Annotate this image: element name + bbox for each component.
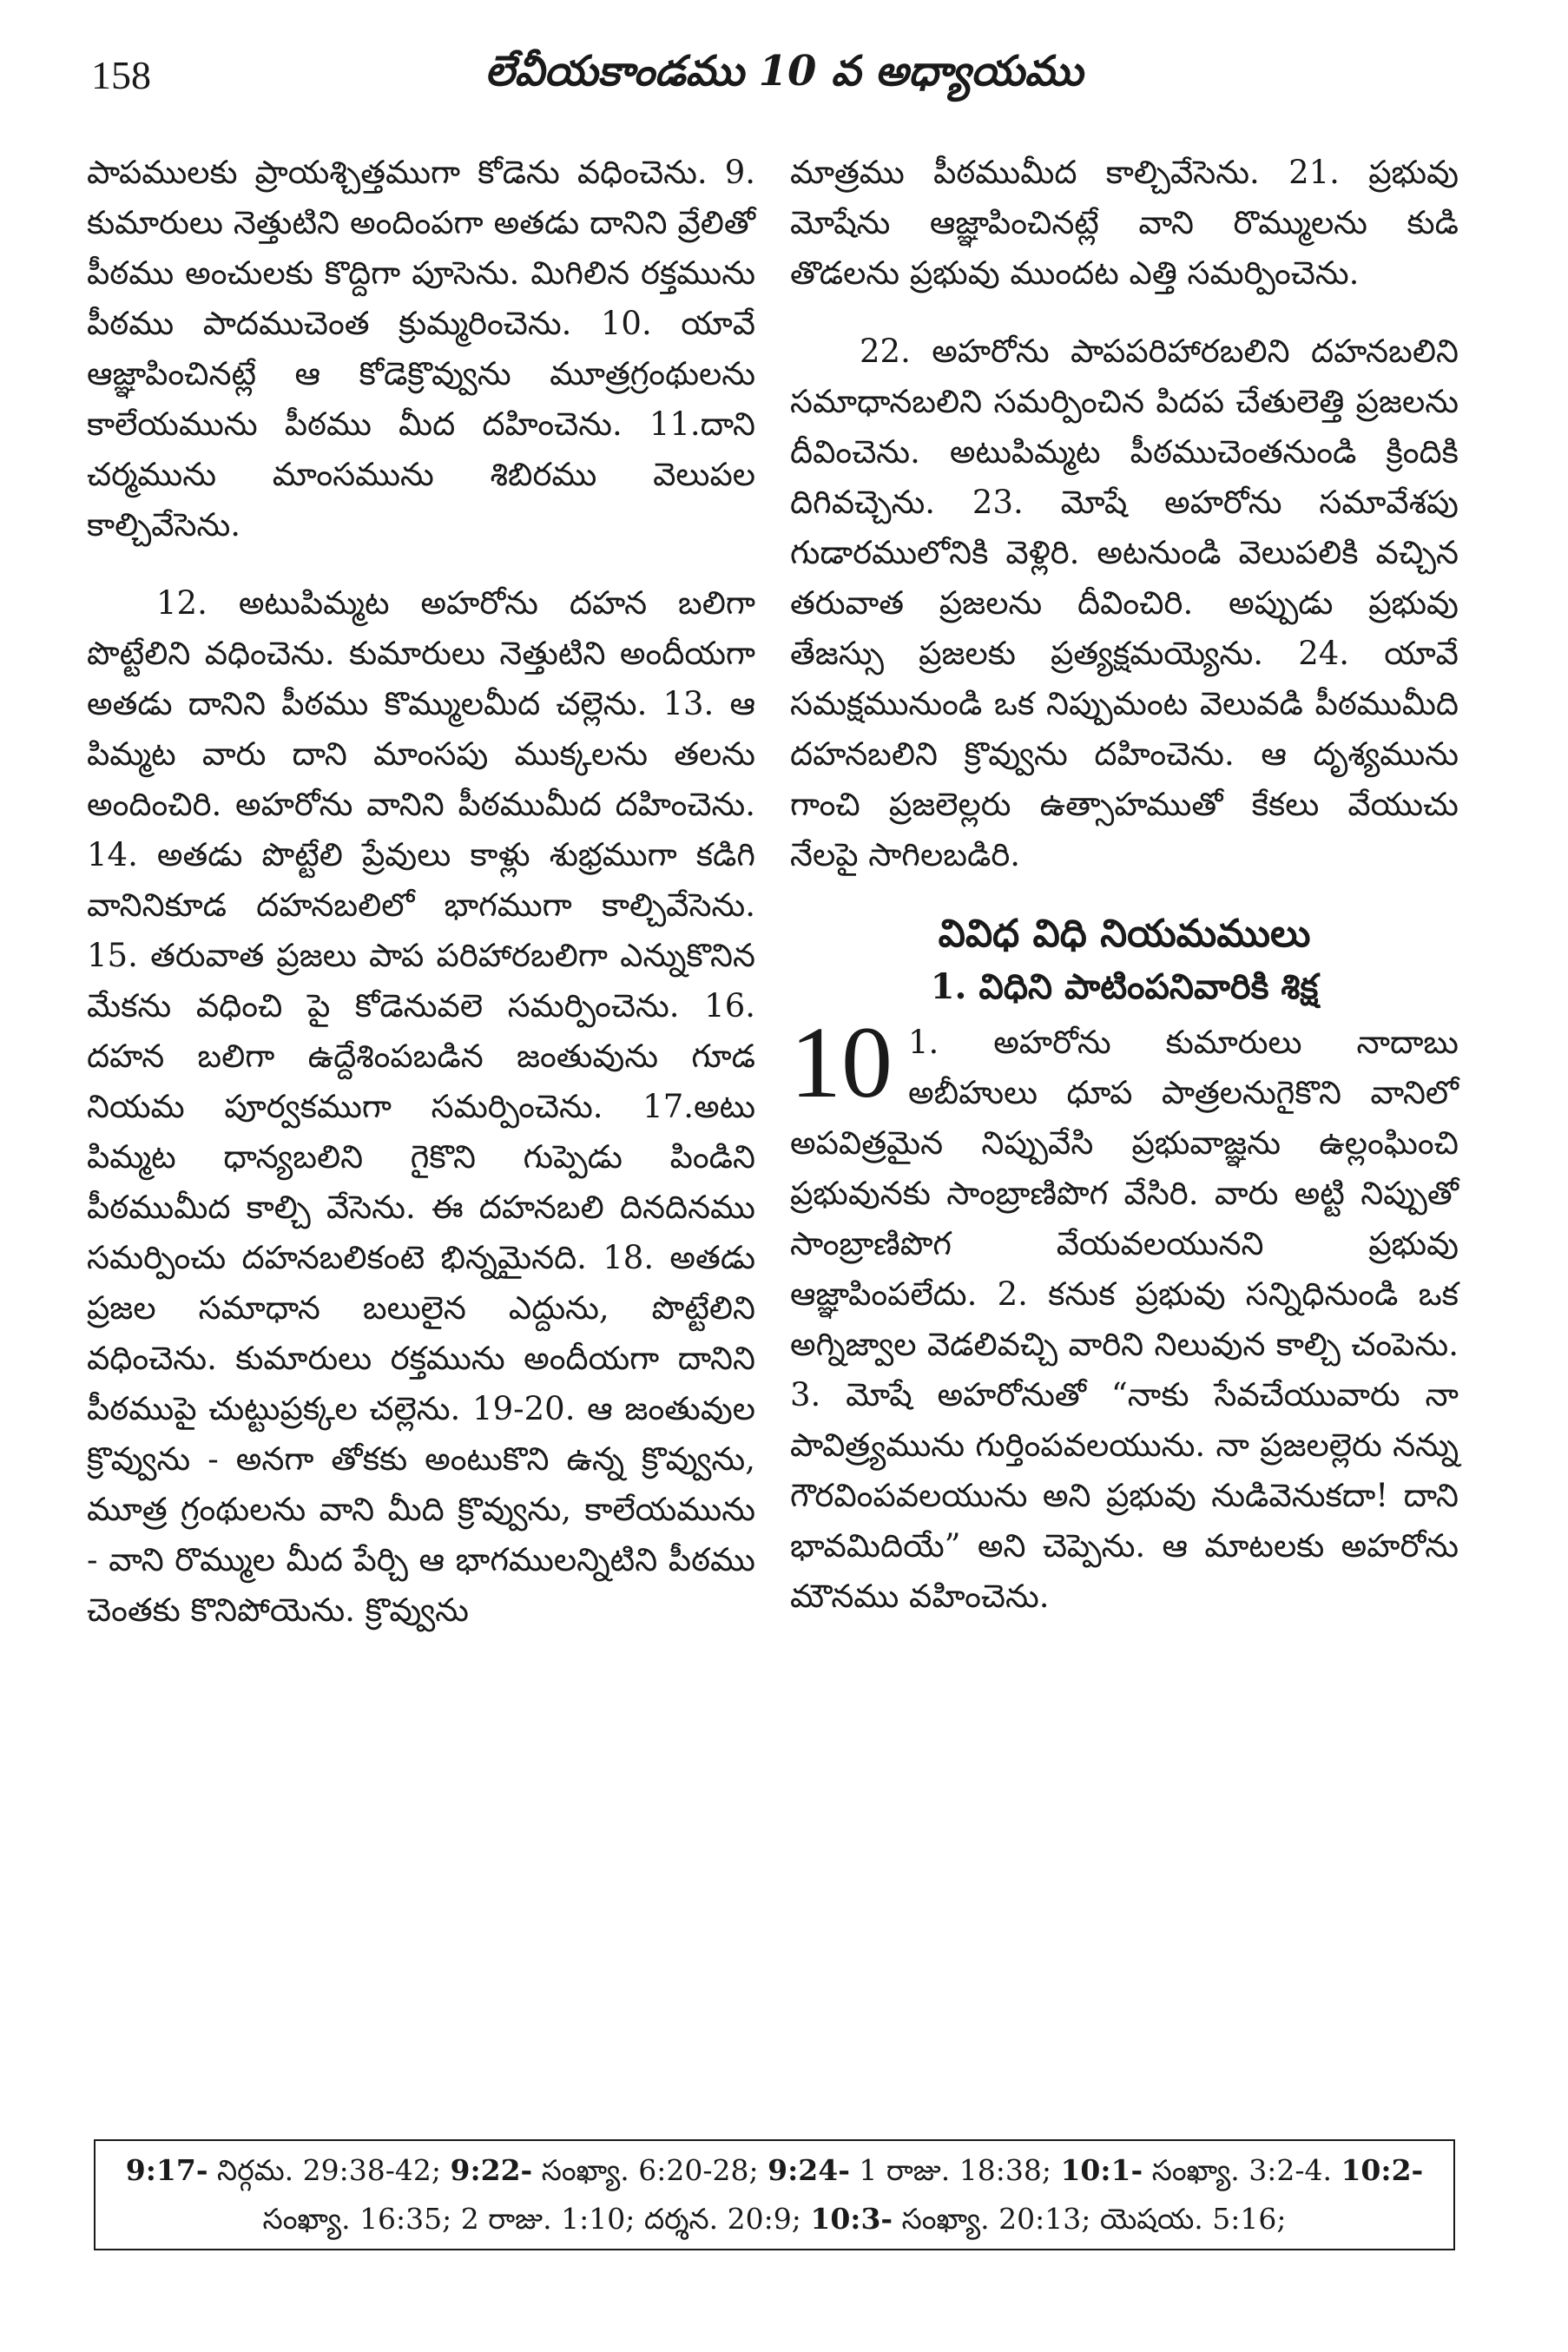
reference-key: 10:2- [1341, 2153, 1424, 2187]
reference-key: 9:22- [450, 2153, 533, 2187]
section-subtitle: 1. విధిని పాటింపనివారికి శిక్ష [930, 966, 1319, 1007]
reference-text: సంఖ్యా. 6:20-28; [532, 2153, 768, 2187]
reference-text: సంఖ్యా. 20:13; యెషయ. 5:16; [893, 2202, 1287, 2236]
reference-key: 10:1- [1060, 2153, 1143, 2187]
paragraph: 22. అహరోను పాపపరిహారబలిని దహనబలిని సమాధానబలిని సమర్పించిన పిదప చేతులెత్తి ప్రజలను దీవించెను. అటుపిమ్మట పీఠముచెంతనుండి క్రిందికి దిగివచ్చెను. 23. మోషే అహరోను సమావేశపు గుడారములోనికి వెళ్లిరి. అటనుండి వెలుపలికి వచ్చిన తరువాత ప్రజలను దీవించిరి. అప్పుడు ప్రభువు తేజస్సు ప్రజలకు ప్రత్యక్షమయ్యెను. 24. యావే సమక్షమునుండి ఒక నిప్పుమంట వెలువడి పీఠముమీది దహనబలిని క్రొవ్వును దహించెను. ఆ దృశ్యమును గాంచి ప్రజలెల్లరు ఉత్సాహముతో కేకలు వేయుచు నేలపై సాగిలబడిరి. [790, 333, 1459, 873]
running-title: లేవీయకాండము 10 వ అధ్యాయము [484, 47, 1084, 96]
chapter-number: 10 [790, 1005, 893, 1119]
reference-text: 1 రాజు. 18:38; [849, 2153, 1061, 2187]
paragraph: మాత్రము పీఠముమీద కాల్చివేసెను. 21. ప్రభువు మోషేను ఆజ్ఞాపించినట్లే వాని రొమ్ములను కుడి తొడలను ప్రభువు ముందట ఎత్తి సమర్పించెను. [790, 154, 1459, 292]
page-number: 158 [91, 53, 151, 97]
right-column [790, 148, 1459, 1622]
paragraph: 1. అహరోను కుమారులు నాదాబు అబీహులు ధూప పాత్రలనుగైకొని వానిలో అపవిత్రమైన నిప్పువేసి ప్రభువాజ్ఞను ఉల్లంఘించి ప్రభువునకు సాంబ్రాణిపొగ వేసిరి. వారు అట్టి నిప్పుతో సాంబ్రాణిపొగ వేయవలయునని ప్రభువు ఆజ్ఞాపింపలేదు. 2. కనుక ప్రభువు సన్నిధినుండి ఒక అగ్నిజ్వాల వెడలివచ్చి వారిని నిలువున కాల్చి చంపెను. 3. మోషే అహరోనుతో “నాకు సేవచేయువారు నా పావిత్ర్యమును గుర్తింపవలయును. నా ప్రజలల్లెరు నన్ను గౌరవింపవలయును అని ప్రభువు నుడివెనుకదా! దాని భావమిదియే” అని చెప్పెను. ఆ మాటలకు అహరోను మౌనము వహించెను. [790, 1024, 1459, 1615]
reference-key: 9:17- [125, 2153, 208, 2187]
reference-text: సంఖ్యా. 3:2-4. [1143, 2153, 1341, 2187]
paragraph: పాపములకు ప్రాయశ్చిత్తముగా కోడెను వధించెను. 9. కుమారులు నెత్తుటిని అందింపగా అతడు దానిని వ్రేలితో పీఠము అంచులకు కొద్దిగా పూసెను. మిగిలిన రక్తమును పీఠము పాదముచెంత క్రుమ్మరించెను. 10. యావే ఆజ్ఞాపించినట్లే ఆ కోడెక్రొవ్వును మూత్రగ్రంథులను కాలేయమును పీఠము మీద దహించెను. 11.దాని చర్మమును మాంసమును శిబిరము వెలుపల కాల్చివేసెను. [87, 154, 755, 544]
paragraph: 12. అటుపిమ్మట అహరోను దహన బలిగా పొట్టేలిని వధించెను. కుమారులు నెత్తుటిని అందీయగా అతడు దానిని పీఠము కొమ్ములమీద చల్లెను. 13. ఆ పిమ్మట వారు దాని మాంసపు ముక్కలను తలను అందించిరి. అహరోను వానిని పీఠముమీద దహించెను. 14. అతడు పొట్టేలి ప్రేవులు కాళ్లు శుభ్రముగా కడిగి వానినికూడ దహనబలిలో భాగముగా కాల్చివేసెను. 15. తరువాత ప్రజలు పాప పరిహారబలిగా ఎన్నుకొనిన మేకను వధించి పై కోడెనువలె సమర్పించెను. 16. దహన బలిగా ఉద్దేశింపబడిన జంతువును గూడ నియమ పూర్వకముగా సమర్పించెను. 17.అటు పిమ్మట ధాన్యబలిని గైకొని గుప్పెడు పిండిని పీఠముమీద కాల్చి వేసెను. ఈ దహనబలి దినదినము సమర్పించు దహనబలికంటె భిన్నమైనది. 18. అతడు ప్రజల సమాధాన బలులైన ఎద్దును, పొట్టేలిని వధించెను. కుమారులు రక్తమును అందీయగా దానిని పీఠముపై చుట్టుప్రక్కల చల్లెను. 19-20. ఆ జంతువుల క్రొవ్వును - అనగా తోకకు అంటుకొని ఉన్న క్రొవ్వును, మూత్ర గ్రంథులను వాని మీది క్రొవ్వును, కాలేయమును - వాని రొమ్ముల మీద పేర్చి ఆ భాగములన్నిటిని పీఠము చెంతకు కొనిపోయెను. క్రొవ్వును [87, 584, 755, 1629]
reference-text: నిర్గమ. 29:38-42; [208, 2153, 451, 2187]
reference-text: సంఖ్యా. 16:35; 2 రాజు. 1:10; దర్శన. 20:9; [262, 2202, 811, 2236]
reference-key: 10:3- [810, 2202, 893, 2236]
left-column [87, 148, 755, 1636]
cross-references [94, 2139, 1455, 2250]
reference-key: 9:24- [768, 2153, 850, 2187]
section-title: వివిధ విధి నియమములు [938, 912, 1311, 956]
